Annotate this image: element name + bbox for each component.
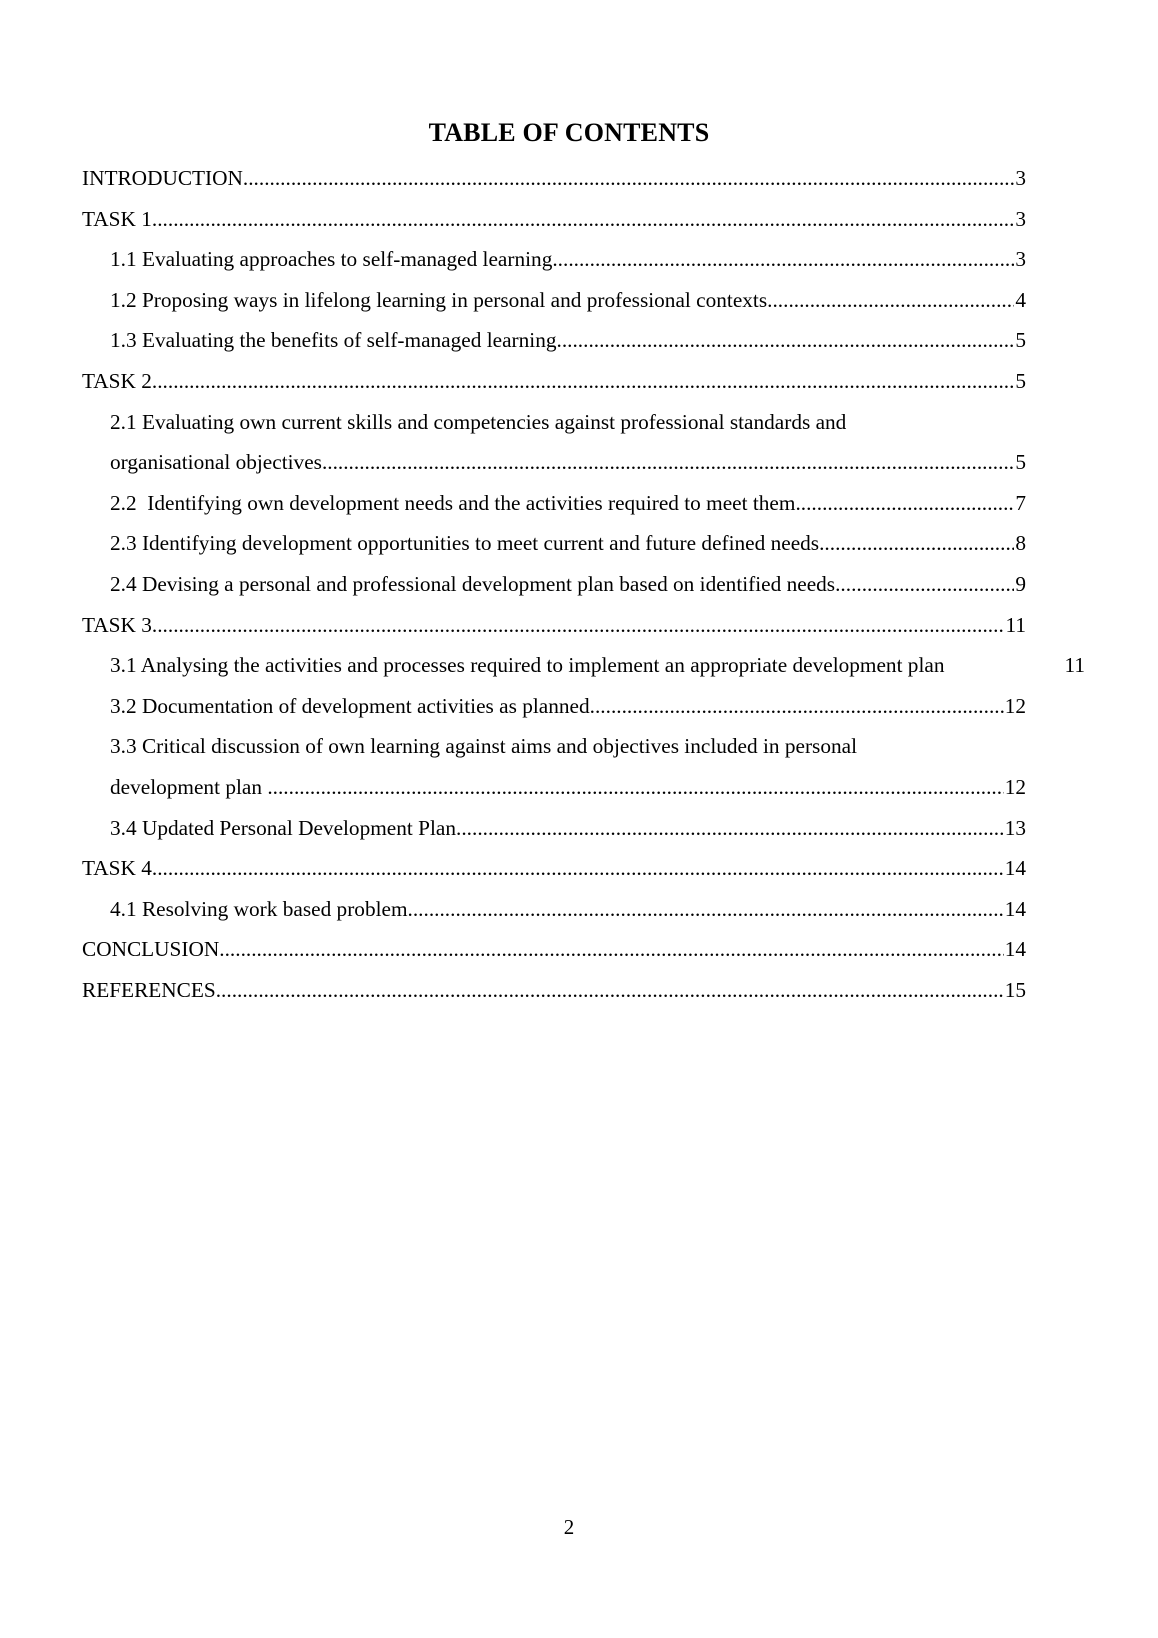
- toc-entry-task-4[interactable]: [82, 848, 1026, 889]
- toc-entry-page: 12: [1004, 774, 1026, 799]
- toc-leader-dots: [322, 442, 1014, 483]
- toc-entry-page: 3: [1015, 206, 1026, 231]
- toc-entry-page: 9: [1015, 571, 1026, 596]
- toc-entry-page: 3: [1015, 166, 1026, 190]
- toc-leader-dots: [795, 483, 1014, 524]
- toc-leader-dots: [552, 239, 1014, 280]
- toc-entry-conclusion[interactable]: [82, 929, 1026, 970]
- toc-leader-dots: [243, 158, 1014, 199]
- toc-entry-text: 1.2 Proposing ways in lifelong learning in personal and professional contexts: [110, 287, 768, 312]
- toc-leader-dots: [819, 523, 1014, 564]
- toc-entry-task-2[interactable]: [82, 361, 1026, 402]
- toc-entry-text: TASK 3: [82, 612, 152, 637]
- toc-entry-3-3-line-2[interactable]: [82, 767, 1026, 808]
- toc-entry-text: organisational objectives: [110, 450, 322, 475]
- toc-leader-dots: [219, 929, 1003, 970]
- toc-entry-2-1-line-1[interactable]: [82, 402, 1026, 443]
- toc-entry-2-1-line-2[interactable]: [82, 442, 1026, 483]
- toc-entry-text: 1.3 Evaluating the benefits of self-managed learning: [110, 328, 557, 353]
- toc-entry-1-2[interactable]: [82, 280, 1026, 321]
- toc-entry-3-2[interactable]: [82, 686, 1026, 727]
- toc-entry-page: 5: [1015, 450, 1026, 475]
- toc-entry-introduction[interactable]: [82, 158, 1026, 199]
- toc-entry-1-1[interactable]: [82, 239, 1026, 280]
- toc-entry-text: 3.4 Updated Personal Development Plan: [110, 815, 457, 840]
- toc-entry-2-4[interactable]: [82, 564, 1026, 605]
- toc-entry-2-2[interactable]: [82, 483, 1026, 524]
- toc-entry-page: 14: [1004, 856, 1026, 881]
- toc-entry-page: 14: [1004, 937, 1026, 962]
- toc-entry-text: REFERENCES: [82, 977, 216, 1002]
- toc-entry-task-3[interactable]: [82, 605, 1026, 646]
- toc-leader-dots: [408, 889, 1004, 930]
- toc-entry-page: 4: [1015, 287, 1026, 312]
- toc-entry-page: 11: [1064, 653, 1085, 678]
- toc-entry-page: 8: [1015, 531, 1026, 556]
- toc-entry-task-1[interactable]: [82, 199, 1026, 240]
- toc-entry-3-3-line-1[interactable]: [82, 726, 1026, 767]
- toc-entry-text: INTRODUCTION: [82, 166, 243, 190]
- toc-entry-page: 3: [1015, 247, 1026, 272]
- toc-entry-4-1[interactable]: [82, 889, 1026, 930]
- toc-entry-text: CONCLUSION: [82, 937, 220, 962]
- toc-leader-dots: [456, 808, 1004, 849]
- toc-entry-text: TASK 1: [82, 206, 152, 231]
- toc-entry-1-3[interactable]: [82, 320, 1026, 361]
- toc-entry-text: 2.2 Identifying own development needs and the activities required to meet them: [110, 490, 796, 515]
- table-of-contents: [82, 158, 1085, 1010]
- toc-entry-page: 7: [1015, 490, 1026, 515]
- toc-entry-page: 14: [1004, 896, 1026, 921]
- toc-entry-text: 4.1 Resolving work based problem: [110, 896, 408, 921]
- toc-leader-dots: [152, 848, 1004, 889]
- toc-leader-dots: [767, 280, 1014, 321]
- toc-leader-dots: [267, 767, 1003, 808]
- toc-entry-page: 5: [1015, 368, 1026, 393]
- toc-entry-text: 2.1 Evaluating own current skills and competencies against professional standards and: [110, 409, 847, 434]
- toc-entry-3-4[interactable]: [82, 808, 1026, 849]
- toc-entry-text: 1.1 Evaluating approaches to self-managed learning: [110, 247, 553, 272]
- toc-entry-text: 2.4 Devising a personal and professional development plan based on identified needs: [110, 571, 836, 596]
- toc-leader-dots: [590, 686, 1004, 727]
- toc-leader-dots: [152, 605, 1005, 646]
- toc-entry-page: 13: [1004, 815, 1026, 840]
- toc-entry-references[interactable]: [82, 970, 1026, 1011]
- toc-entry-3-1[interactable]: [82, 645, 1085, 686]
- toc-entry-page: 12: [1004, 693, 1026, 718]
- toc-entry-2-3[interactable]: [82, 523, 1026, 564]
- toc-leader-dots: [152, 361, 1014, 402]
- toc-entry-page: 15: [1004, 977, 1026, 1002]
- toc-leader-dots: [216, 970, 1004, 1011]
- toc-entry-page: 11: [1005, 612, 1026, 637]
- toc-entry-text: 2.3 Identifying development opportunities to meet current and future defined needs: [110, 531, 820, 556]
- toc-entry-text: 3.1 Analysing the activities and processes required to implement an appropriate development plan: [110, 653, 945, 678]
- toc-entry-text: TASK 4: [82, 856, 152, 881]
- toc-leader-dots: [557, 320, 1015, 361]
- toc-entry-text: 3.2 Documentation of development activities as planned: [110, 693, 590, 718]
- toc-entry-text: TASK 2: [82, 368, 152, 393]
- toc-entry-text: development plan: [110, 774, 268, 799]
- toc-entry-text: 3.3 Critical discussion of own learning against aims and objectives included in personal: [110, 734, 858, 759]
- page-number: 2: [563, 1515, 575, 1539]
- toc-leader-dots: [835, 564, 1014, 605]
- toc-leader-dots: [152, 199, 1014, 240]
- toc-entry-page: 5: [1015, 328, 1026, 353]
- page-title: TABLE OF CONTENTS: [428, 118, 710, 147]
